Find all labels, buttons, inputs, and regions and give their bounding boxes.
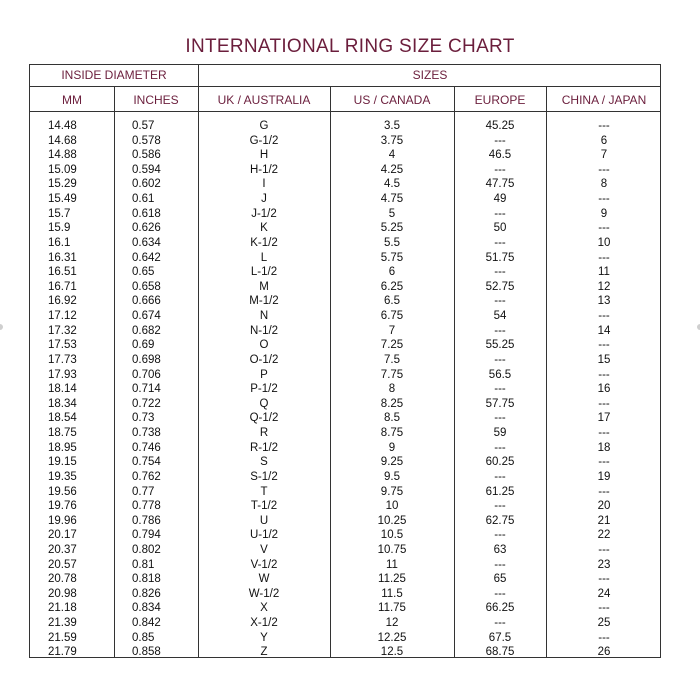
cell-mm: 17.73	[48, 353, 77, 366]
cell-uk-australia: G-1/2	[249, 134, 279, 147]
cell-europe: 51.75	[485, 251, 515, 264]
cell-inches: 0.674	[132, 310, 161, 323]
cell-us-canada: 9.75	[380, 485, 404, 498]
cell-china-japan: 12	[597, 280, 611, 293]
cell-us-canada: 10.5	[380, 529, 404, 542]
cell-china-japan: ---	[598, 310, 610, 323]
cell-inches: 0.714	[132, 383, 161, 396]
cell-uk-australia: R-1/2	[249, 441, 279, 454]
cell-china-japan: ---	[598, 251, 610, 264]
carousel-dot-left	[0, 324, 3, 330]
cell-inches: 0.738	[132, 427, 161, 440]
cell-inches: 0.626	[132, 222, 161, 235]
cell-uk-australia: S	[260, 456, 268, 469]
cell-uk-australia: I	[262, 178, 266, 191]
chart-title: INTERNATIONAL RING SIZE CHART	[185, 36, 515, 57]
cell-china-japan: 8	[600, 178, 608, 191]
cell-us-canada: 8	[388, 383, 396, 396]
cell-mm: 15.9	[48, 222, 71, 235]
cell-inches: 0.698	[132, 353, 161, 366]
cell-china-japan: 9	[600, 207, 608, 220]
cell-us-canada: 6.5	[384, 295, 400, 308]
cell-china-japan: 20	[597, 500, 611, 513]
cell-inches: 0.658	[132, 280, 161, 293]
cell-us-canada: 5.75	[380, 251, 404, 264]
cell-us-canada: 6.25	[380, 280, 404, 293]
cell-china-japan: 23	[597, 558, 611, 571]
header-china-japan: CHINA / JAPAN	[561, 93, 647, 107]
header-inches: INCHES	[133, 93, 179, 107]
cell-uk-australia: W	[258, 573, 270, 586]
cell-uk-australia: K-1/2	[250, 236, 278, 249]
cell-uk-australia: H	[259, 149, 269, 162]
cell-europe: ---	[494, 207, 506, 220]
cell-china-japan: 10	[597, 236, 611, 249]
cell-us-canada: 7.5	[384, 353, 400, 366]
cell-uk-australia: M-1/2	[249, 295, 279, 308]
cell-uk-australia: J-1/2	[251, 207, 277, 220]
cell-europe: 60.25	[485, 456, 515, 469]
cell-inches: 0.77	[132, 485, 155, 498]
cell-china-japan: 25	[597, 617, 611, 630]
cell-uk-australia: O-1/2	[249, 353, 279, 366]
cell-uk-australia: J	[261, 193, 267, 206]
cell-mm: 17.12	[48, 310, 77, 323]
cell-us-canada: 10.75	[377, 543, 407, 556]
cell-mm: 18.34	[48, 397, 77, 410]
cell-china-japan: 11	[598, 266, 610, 279]
cell-mm: 15.29	[48, 178, 77, 191]
cell-us-canada: 9.25	[380, 456, 404, 469]
cell-uk-australia: U	[259, 514, 269, 527]
cell-us-canada: 5.5	[384, 236, 400, 249]
cell-europe: 59	[493, 427, 507, 440]
header-mm: MM	[62, 93, 82, 107]
cell-inches: 0.754	[132, 456, 161, 469]
cell-china-japan: 21	[597, 514, 611, 527]
cell-us-canada: 4.5	[384, 178, 400, 191]
cell-mm: 19.35	[48, 470, 77, 483]
cell-china-japan: 14	[597, 324, 611, 337]
cell-inches: 0.802	[132, 543, 161, 556]
cell-uk-australia: N-1/2	[249, 324, 279, 337]
cell-china-japan: 6	[600, 134, 608, 147]
cell-mm: 21.39	[48, 617, 77, 630]
cell-inches: 0.602	[132, 178, 161, 191]
cell-inches: 0.618	[132, 207, 161, 220]
cell-china-japan: ---	[598, 163, 610, 176]
cell-mm: 15.49	[48, 193, 77, 206]
cell-uk-australia: P	[260, 368, 268, 381]
cell-china-japan: ---	[598, 631, 610, 644]
cell-mm: 19.76	[48, 500, 77, 513]
cell-europe: ---	[494, 266, 506, 279]
cell-europe: 49	[493, 193, 507, 206]
cell-europe: 63	[493, 543, 507, 556]
cell-mm: 17.32	[48, 324, 77, 337]
cell-europe: ---	[494, 529, 506, 542]
cell-mm: 16.71	[48, 280, 77, 293]
cell-mm: 18.95	[48, 441, 77, 454]
cell-mm: 14.48	[48, 120, 77, 132]
cell-europe: ---	[494, 587, 506, 600]
cell-inches: 0.794	[132, 529, 161, 542]
cell-china-japan: ---	[598, 602, 610, 615]
cell-mm: 16.92	[48, 295, 77, 308]
cell-europe: 56.5	[488, 368, 512, 381]
column-divider	[114, 86, 115, 657]
cell-mm: 14.68	[48, 134, 77, 147]
cell-inches: 0.666	[132, 295, 161, 308]
cell-inches: 0.746	[132, 441, 161, 454]
cell-us-canada: 6.75	[380, 310, 404, 323]
cell-mm: 18.14	[48, 383, 77, 396]
header-us-canada: US / CANADA	[353, 93, 431, 107]
cell-mm: 18.75	[48, 427, 77, 440]
cell-europe: 55.25	[485, 339, 515, 352]
cell-china-japan: 16	[597, 383, 611, 396]
cell-inches: 0.85	[132, 631, 155, 644]
cell-inches: 0.65	[132, 266, 155, 279]
cell-us-canada: 8.25	[380, 397, 404, 410]
cell-uk-australia: T	[260, 485, 268, 498]
cell-inches: 0.842	[132, 617, 161, 630]
cell-us-canada: 8.75	[380, 427, 404, 440]
cell-uk-australia: P-1/2	[250, 383, 278, 396]
cell-us-canada: 10.25	[377, 514, 407, 527]
cell-uk-australia: V-1/2	[250, 558, 278, 571]
cell-china-japan: 19	[597, 470, 611, 483]
cell-us-canada: 7.75	[380, 368, 404, 381]
cell-us-canada: 10	[385, 500, 399, 513]
cell-europe: ---	[494, 412, 506, 425]
cell-uk-australia: L-1/2	[250, 266, 278, 279]
cell-china-japan: 24	[597, 587, 611, 600]
cell-us-canada: 3.75	[380, 134, 404, 147]
cell-uk-australia: Y	[260, 631, 268, 644]
cell-inches: 0.634	[132, 236, 161, 249]
cell-mm: 20.57	[48, 558, 77, 571]
cell-us-canada: 8.5	[384, 412, 400, 425]
cell-us-canada: 11	[386, 558, 398, 571]
cell-uk-australia: T-1/2	[250, 500, 278, 513]
cell-europe: ---	[494, 470, 506, 483]
header-divider-bottom	[30, 111, 660, 112]
cell-uk-australia: X	[260, 602, 268, 615]
cell-europe: 46.5	[488, 149, 512, 162]
cell-inches: 0.594	[132, 163, 161, 176]
cell-mm: 16.31	[48, 251, 77, 264]
cell-china-japan: 7	[600, 149, 608, 162]
cell-uk-australia: O	[259, 339, 269, 352]
cell-us-canada: 9	[388, 441, 396, 454]
cell-uk-australia: S-1/2	[250, 470, 278, 483]
cell-uk-australia: H-1/2	[249, 163, 279, 176]
cell-europe: ---	[494, 383, 506, 396]
ring-size-table	[29, 64, 661, 658]
cell-us-canada: 5	[388, 207, 396, 220]
cell-mm: 16.51	[48, 266, 77, 279]
cell-europe: ---	[494, 134, 506, 147]
cell-uk-australia: K	[260, 222, 268, 235]
cell-uk-australia: W-1/2	[248, 587, 280, 600]
cell-inches: 0.826	[132, 587, 161, 600]
cell-china-japan: ---	[598, 339, 610, 352]
cell-us-canada: 4	[388, 149, 396, 162]
cell-mm: 14.88	[48, 149, 77, 162]
cell-china-japan: ---	[598, 193, 610, 206]
cell-mm: 17.53	[48, 339, 77, 352]
cell-china-japan: ---	[598, 397, 610, 410]
cell-uk-australia: V	[260, 543, 268, 556]
cell-us-canada: 4.75	[380, 193, 404, 206]
cell-europe: 52.75	[485, 280, 515, 293]
cell-europe: 47.75	[485, 178, 515, 191]
cell-uk-australia: U-1/2	[249, 529, 279, 542]
cell-mm: 19.15	[48, 456, 77, 469]
cell-china-japan: 17	[597, 412, 611, 425]
cell-inches: 0.69	[132, 339, 155, 352]
cell-mm: 16.1	[48, 236, 71, 249]
cell-uk-australia: R	[259, 427, 269, 440]
header-uk-australia: UK / AUSTRALIA	[217, 93, 311, 107]
cell-inches: 0.778	[132, 500, 161, 513]
cell-mm: 15.09	[48, 163, 77, 176]
cell-mm: 20.78	[48, 573, 77, 586]
cell-europe: 68.75	[485, 646, 515, 659]
cell-mm: 21.79	[48, 646, 77, 659]
cell-china-japan: ---	[598, 485, 610, 498]
cell-europe: 54	[493, 310, 507, 323]
cell-uk-australia: Q-1/2	[249, 412, 279, 425]
cell-inches: 0.73	[132, 412, 155, 425]
cell-us-canada: 4.25	[380, 163, 404, 176]
header-sizes: SIZES	[412, 68, 448, 82]
cell-inches: 0.786	[132, 514, 161, 527]
cell-us-canada: 11.75	[378, 602, 406, 615]
cell-europe: 67.5	[488, 631, 512, 644]
header-europe: EUROPE	[474, 93, 526, 107]
cell-uk-australia: M	[259, 280, 269, 293]
cell-china-japan: 26	[597, 646, 611, 659]
cell-europe: ---	[494, 324, 506, 337]
cell-us-canada: 12	[385, 617, 399, 630]
cell-europe: 61.25	[485, 485, 515, 498]
cell-china-japan: ---	[598, 120, 610, 132]
cell-mm: 21.18	[48, 602, 77, 615]
cell-inches: 0.858	[132, 646, 161, 659]
cell-uk-australia: N	[259, 310, 269, 323]
cell-china-japan: ---	[598, 543, 610, 556]
cell-inches: 0.57	[132, 120, 155, 132]
cell-europe: 66.25	[485, 602, 515, 615]
cell-uk-australia: Z	[260, 646, 268, 659]
cell-mm: 20.17	[48, 529, 77, 542]
cell-mm: 20.37	[48, 543, 77, 556]
cell-inches: 0.682	[132, 324, 161, 337]
cell-china-japan: 13	[597, 295, 611, 308]
cell-europe: ---	[494, 295, 506, 308]
cell-mm: 19.96	[48, 514, 77, 527]
cell-europe: ---	[494, 163, 506, 176]
cell-mm: 15.7	[48, 207, 71, 220]
cell-china-japan: ---	[598, 427, 610, 440]
cell-europe: ---	[494, 353, 506, 366]
cell-inches: 0.706	[132, 368, 161, 381]
cell-china-japan: ---	[598, 222, 610, 235]
cell-europe: 45.25	[485, 120, 515, 132]
cell-europe: ---	[494, 236, 506, 249]
cell-uk-australia: G	[259, 120, 269, 132]
cell-china-japan: 18	[597, 441, 611, 454]
cell-uk-australia: X-1/2	[250, 617, 278, 630]
cell-europe: ---	[494, 617, 506, 630]
cell-us-canada: 7	[388, 324, 396, 337]
cell-uk-australia: L	[260, 251, 268, 264]
cell-europe: 62.75	[485, 514, 515, 527]
cell-us-canada: 5.25	[380, 222, 404, 235]
cell-europe: 65	[493, 573, 507, 586]
cell-europe: ---	[494, 500, 506, 513]
cell-us-canada: 11.25	[378, 573, 406, 586]
cell-europe: ---	[494, 558, 506, 571]
cell-us-canada: 11.5	[381, 587, 403, 600]
cell-china-japan: ---	[598, 456, 610, 469]
cell-china-japan: 15	[597, 353, 611, 366]
cell-us-canada: 7.25	[380, 339, 404, 352]
cell-inches: 0.722	[132, 397, 161, 410]
cell-inches: 0.762	[132, 470, 161, 483]
cell-inches: 0.818	[132, 573, 161, 586]
cell-us-canada: 12.25	[377, 631, 407, 644]
cell-inches: 0.578	[132, 134, 161, 147]
cell-china-japan: ---	[598, 368, 610, 381]
cell-us-canada: 12.5	[380, 646, 404, 659]
cell-us-canada: 6	[388, 266, 396, 279]
cell-us-canada: 3.5	[384, 120, 400, 132]
header-inside-diameter: INSIDE DIAMETER	[61, 68, 167, 82]
cell-mm: 21.59	[48, 631, 77, 644]
cell-europe: 57.75	[485, 397, 515, 410]
cell-europe: 50	[493, 222, 507, 235]
cell-inches: 0.642	[132, 251, 161, 264]
cell-mm: 19.56	[48, 485, 77, 498]
cell-china-japan: ---	[598, 573, 610, 586]
cell-uk-australia: Q	[259, 397, 269, 410]
header-divider-top	[30, 86, 660, 87]
cell-china-japan: 22	[597, 529, 611, 542]
cell-mm: 20.98	[48, 587, 77, 600]
cell-mm: 17.93	[48, 368, 77, 381]
cell-europe: ---	[494, 441, 506, 454]
cell-us-canada: 9.5	[384, 470, 400, 483]
cell-mm: 18.54	[48, 412, 77, 425]
cell-inches: 0.586	[132, 149, 161, 162]
cell-inches: 0.81	[132, 558, 155, 571]
cell-inches: 0.834	[132, 602, 161, 615]
cell-inches: 0.61	[132, 193, 155, 206]
